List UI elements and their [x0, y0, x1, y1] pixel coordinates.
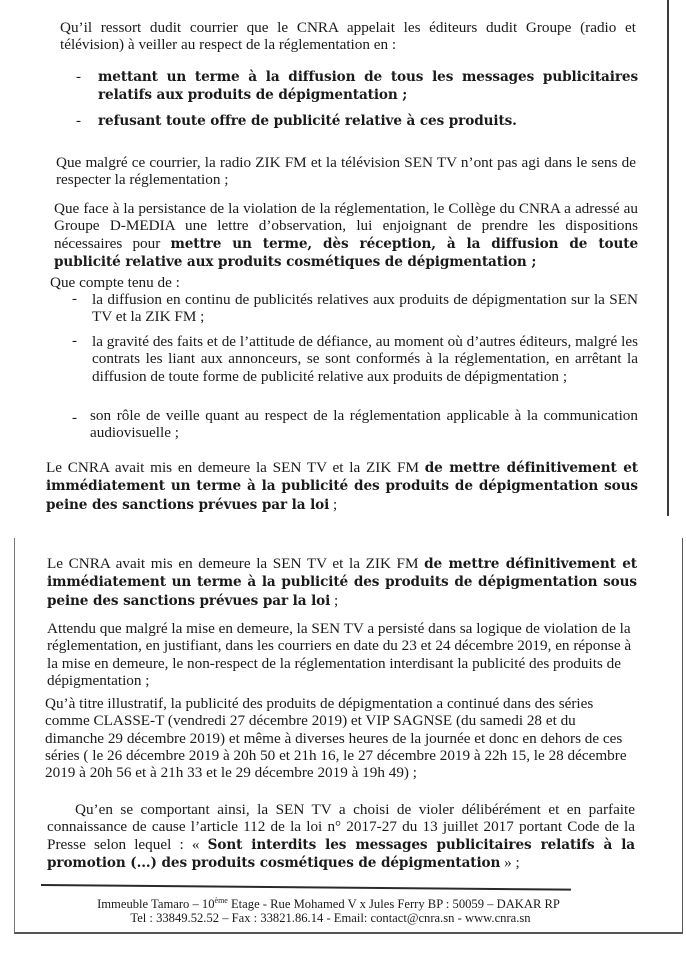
bullet-text: mettant un terme à la diffusion de tous les messages publicitaires relatifs aux produits de dépigmentation ;: [98, 69, 638, 104]
compte-tenu-label: Que compte tenu de :: [50, 274, 180, 291]
mise-en-demeure-emphasis: de mettre définitivement et immédiatement un terme à la publicité des produits de dépigmentation sous peine des sanctions prévues par la loi: [46, 460, 638, 513]
page-border-right: [667, 0, 669, 516]
mise-en-demeure-text: Le CNRA avait mis en demeure la SEN TV et la ZIK FM: [46, 459, 425, 476]
comportant-text: Qu’en se comportant ainsi, la SEN TV a choisi de violer délibérément et en parfaite connaissance de cause l’article 112 de la loi n° 2017-27 du 13 juillet 2017 portant Code de la Presse selon lequel : «: [47, 801, 635, 853]
bullet-dash: -: [72, 333, 77, 349]
document-page-excerpt-2: [14, 538, 683, 934]
paragraph-comportant: [47, 801, 635, 872]
bullet-dash: -: [72, 410, 77, 426]
mise-en-demeure-end: ;: [329, 495, 338, 513]
bullet-dash: -: [76, 113, 81, 129]
paragraph-intro: Qu’il ressort dudit courrier que le CNRA appelait les éditeurs dudit Groupe (radio et télévision) à veiller au respect de la réglementation en :: [60, 19, 636, 54]
compte-tenu-item: son rôle de veille quant au respect de la réglementation applicable à la communication audiovisuelle ;: [90, 407, 638, 442]
compte-tenu-item: la diffusion en continu de publicités relatives aux produits de dépigmentation sur la SEN TV et la ZIK FM ;: [92, 291, 638, 326]
compte-tenu-item: la gravité des faits et de l’attitude de défiance, au moment où d’autres éditeurs, malgré les contrats les liant aux annonceurs, se sont conformés à la réglementation, en arrêtant la diffusion de toute forme de publicité relative aux produits de dépigmentation ;: [92, 333, 638, 385]
footer-separator-line: [41, 884, 571, 891]
footer-address-start: Immeuble Tamaro – 10: [97, 897, 215, 912]
footer-contact: Tel : 33849.52.52 – Fax : 33821.86.14 - Email: contact@cnra.sn - www.cnra.sn: [130, 911, 531, 925]
comportant-emphasis: Sont interdits les messages publicitaires relatifs à la promotion (...) des produits cosmétiques de dépigmentation: [47, 836, 635, 871]
mise-en-demeure-text: Le CNRA avait mis en demeure la SEN TV et la ZIK FM: [47, 555, 425, 572]
paragraph-mise-en-demeure: [46, 459, 638, 514]
mise-en-demeure-emphasis: de mettre définitivement et immédiatement un terme à la publicité des produits de dépigmentation sous peine des sanctions prévues par la loi: [47, 556, 637, 609]
bullet-text: refusant toute offre de publicité relative à ces produits.: [98, 113, 517, 129]
footer-address-sup: ème: [214, 896, 228, 905]
footer-address-end: Etage - Rue Mohamed V x Jules Ferry BP : 50059 – DAKAR RP: [227, 897, 560, 912]
bullet-item: [98, 68, 638, 105]
comportant-end: » ;: [500, 853, 520, 871]
mise-en-demeure-end: ;: [330, 591, 339, 609]
bullet-dash: -: [76, 69, 81, 85]
paragraph-malgre: Que malgré ce courrier, la radio ZIK FM et la télévision SEN TV n’ont pas agi dans le sens de respecter la réglementation ;: [56, 154, 636, 189]
paragraph-face-emphasis: mettre un terme, dès réception, à la diffusion de toute publicité relative aux produits cosmétiques de dépigmentation ;: [54, 235, 638, 270]
paragraph-face-text: Que face à la persistance de la violation de la réglementation, le Collège du CNRA a adressé au Groupe D-MEDIA une lettre d’observation, lui enjoignant de prendre les dispositions nécessaires pour: [54, 200, 638, 252]
paragraph-illustratif: Qu’à titre illustratif, la publicité des produits de dépigmentation a continué dans des séries comme CLASSE-T (vendredi 27 décembre 2019) et VIP SAGNSE (du samedi 28 et du dimanche 29 décembre 2019) et même à diverses heures de la journée et donc en dehors de ces séries ( le 26 décembre 2019 à 20h 50 et 21h 16, le 27 décembre 2019 à 22h 15, le 28 décembre 2019 à 20h 56 et à 21h 33 et le 29 décembre 2019 à 19h 49) ;: [45, 695, 627, 782]
bullet-item: [98, 112, 638, 130]
paragraph-face: [54, 200, 638, 271]
paragraph-mise-en-demeure: [47, 555, 637, 610]
bullet-dash: -: [72, 291, 77, 307]
paragraph-attendu: Attendu que malgré la mise en demeure, la SEN TV a persisté dans sa logique de violation de la réglementation, en justifiant, dans les courriers en date du 23 et 24 décembre 2019, en réponse à la mise en demeure, le non-respect de la réglementation interdisant la publicité des produits de dépigmentation ;: [47, 620, 632, 689]
